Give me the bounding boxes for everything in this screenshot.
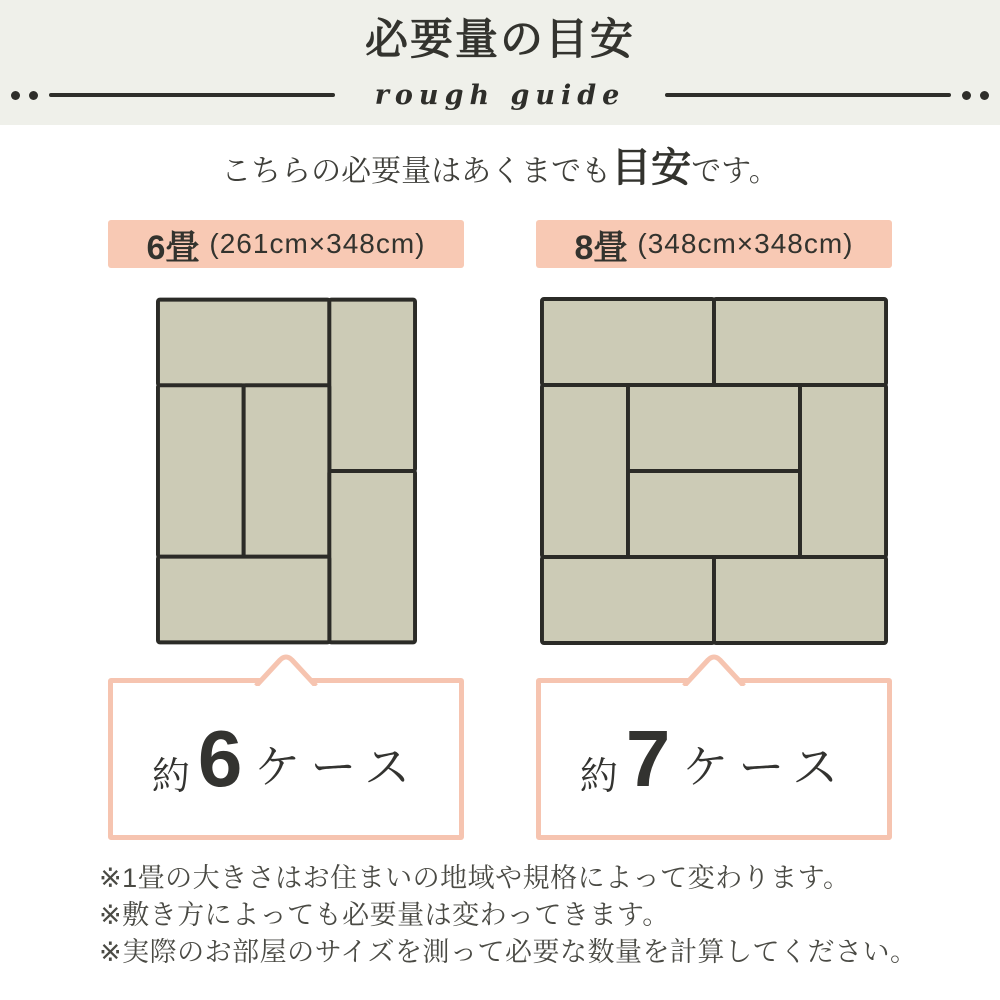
case-count: 6 [197, 714, 243, 803]
size-label-text: 6畳 [146, 228, 200, 267]
plan-columns [0, 220, 1000, 840]
callout-arrow-icon [682, 652, 746, 686]
note-line: ※1畳の大きさはお住まいの地域や規格によって変わります。 [99, 863, 851, 893]
header-divider [0, 79, 1000, 111]
dot-ornament [980, 91, 989, 100]
room-diagram [156, 297, 417, 645]
tagline-script: rough guide [374, 79, 626, 111]
size-label-text: 8畳 [574, 228, 628, 267]
dot-ornament [11, 91, 20, 100]
case-unit-label: ケース [254, 741, 421, 793]
intro-sentence [0, 143, 1000, 197]
case-unit-label: ケース [682, 741, 849, 793]
plan-8jo [536, 220, 892, 840]
intro-suffix: です。 [691, 155, 779, 188]
page-title: 必要量の目安 [365, 16, 635, 64]
dot-ornament [29, 91, 38, 100]
tatami-layout-6jo [156, 297, 417, 645]
size-dimensions: (261cm×348cm) [209, 228, 426, 259]
tatami-layout-8jo [540, 297, 888, 645]
case-callout [536, 678, 892, 840]
case-approx-label: 約 [151, 755, 190, 798]
divider-line [665, 93, 951, 97]
dot-ornament [962, 91, 971, 100]
callout-arrow-icon [254, 652, 318, 686]
case-approx-label: 約 [579, 755, 618, 798]
plan-6jo [108, 220, 464, 840]
note-line: ※実際のお部屋のサイズを測って必要な数量を計算してください。 [99, 937, 918, 967]
note-line: ※敷き方によっても必要量は変わってきます。 [99, 900, 670, 930]
intro-prefix: こちらの必要量はあくまでも [221, 155, 612, 188]
case-count: 7 [625, 714, 671, 803]
case-callout [108, 678, 464, 840]
size-label-badge [108, 220, 464, 268]
footnotes [99, 860, 960, 971]
size-label-badge [536, 220, 892, 268]
divider-line [49, 93, 335, 97]
intro-emphasis: 目安 [611, 146, 692, 190]
header-band [0, 0, 1000, 125]
room-diagram [540, 297, 888, 645]
size-dimensions: (348cm×348cm) [637, 228, 854, 259]
